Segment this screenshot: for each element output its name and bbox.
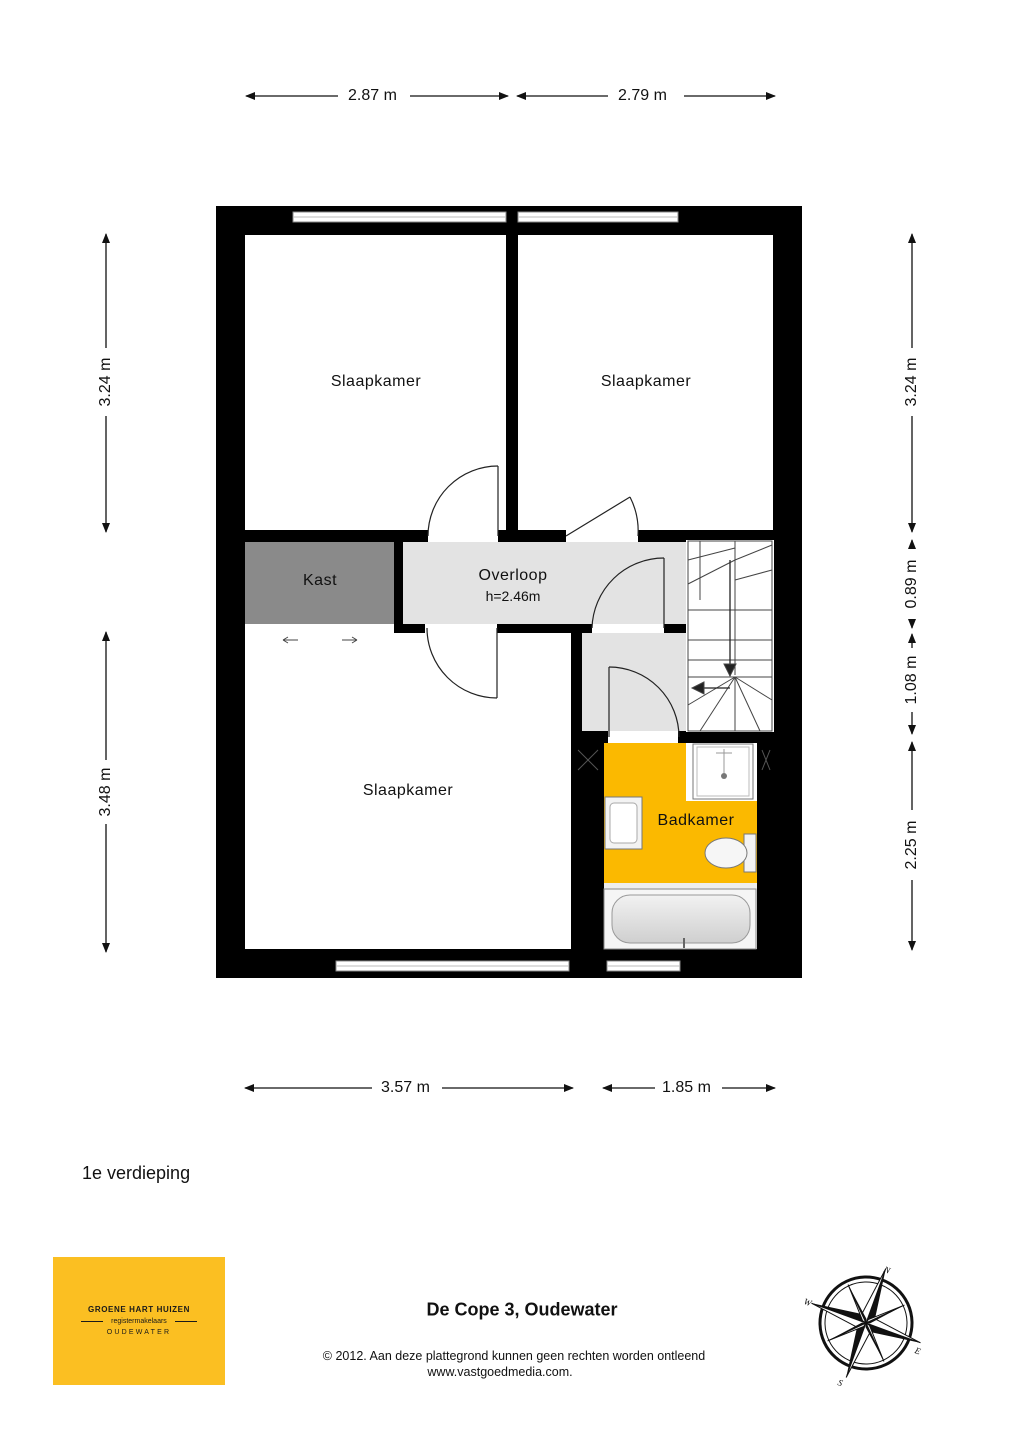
- dim-right-lower: 2.25 m: [903, 820, 920, 870]
- sink-fixture: [605, 797, 642, 849]
- toilet-hall-floor: [582, 633, 686, 731]
- dim-top-left: 2.87 m: [348, 87, 397, 104]
- website-text: www.vastgoedmedia.com.: [427, 1365, 573, 1379]
- bathtub-fixture: [604, 889, 756, 949]
- window-bottom-left: [336, 961, 569, 971]
- agency-logo: [53, 1257, 225, 1385]
- dim-right-mid2: 1.08 m: [903, 655, 920, 705]
- floor-label: 1e verdieping: [82, 1163, 191, 1183]
- compass-n: N: [882, 1264, 892, 1276]
- window-top-right: [518, 212, 678, 222]
- logo-city: OUDEWATER: [106, 1329, 172, 1336]
- label-bedroom-top-right: Slaapkamer: [600, 373, 692, 390]
- label-bathroom: Badkamer: [657, 812, 735, 829]
- dim-bottom-left: 3.57 m: [381, 1079, 430, 1096]
- dim-bottom-right: 1.85 m: [662, 1079, 711, 1096]
- compass-e: E: [913, 1345, 923, 1357]
- dim-top-right: 2.79 m: [618, 87, 667, 104]
- dim-right-upper: 3.24 m: [903, 357, 920, 407]
- dim-left-lower: 3.48 m: [97, 767, 114, 817]
- logo-subtitle: registermakelaars: [111, 1318, 167, 1325]
- compass-rose: [792, 1249, 941, 1398]
- bath-wall-left: [572, 743, 604, 949]
- window-bottom-right: [607, 961, 680, 971]
- shower-fixture: [693, 744, 753, 799]
- label-closet: Kast: [302, 572, 338, 589]
- address-title: De Cope 3, Oudewater: [426, 1299, 618, 1320]
- label-bedroom-top-left: Slaapkamer: [330, 373, 422, 390]
- copyright-text: © 2012. Aan deze plattegrond kunnen geen rechten worden ontleend: [322, 1349, 706, 1363]
- label-bedroom-bottom: Slaapkamer: [362, 782, 454, 799]
- dim-right-mid1: 0.89 m: [903, 559, 920, 609]
- side-wall-right: [757, 743, 773, 949]
- label-landing: Overloop: [478, 567, 548, 584]
- compass-s: S: [836, 1377, 845, 1389]
- window-top-left: [293, 212, 506, 222]
- dim-left-upper: 3.24 m: [97, 357, 114, 407]
- logo-name: GROENE HART HUIZEN: [88, 1305, 190, 1314]
- compass-w: W: [802, 1296, 813, 1309]
- label-landing-height: h=2.46m: [485, 588, 541, 604]
